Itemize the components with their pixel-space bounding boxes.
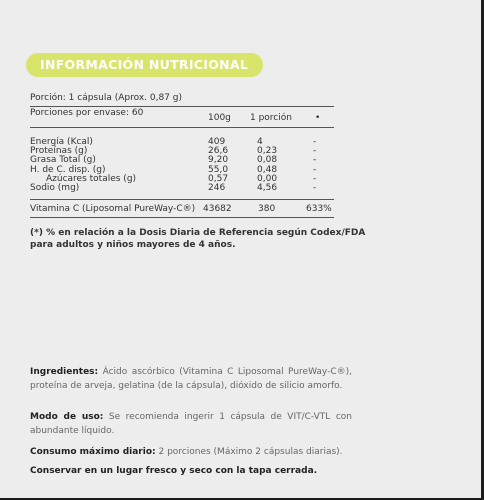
row-label: Energía (Kcal) bbox=[30, 137, 93, 147]
row-per100: 55,0 bbox=[208, 165, 229, 175]
footnote: (*) % en relación a la Dosis Diaria de Referencia según Codex/FDA para adultos y niños mayores de 4 años. bbox=[30, 228, 366, 250]
row-label: Azúcares totales (g) bbox=[46, 174, 137, 184]
divider-top bbox=[30, 106, 334, 107]
row-label: Proteínas (g) bbox=[30, 146, 88, 156]
ingredients-label: Ingredientes: bbox=[30, 367, 99, 377]
table-row bbox=[30, 155, 334, 165]
vitamin-label: Vitamina C (Liposomal PureWay-C®) bbox=[30, 204, 196, 214]
storage-note: Conservar en un lugar fresco y seco con la tapa cerrada. bbox=[30, 466, 318, 476]
max-daily-paragraph bbox=[30, 446, 352, 460]
row-dv: - bbox=[313, 137, 317, 147]
col-per-portion: 1 porción bbox=[250, 113, 292, 123]
divider-bottom bbox=[30, 217, 334, 218]
row-dv: - bbox=[313, 165, 317, 175]
divider-header bbox=[30, 127, 334, 128]
row-dv: - bbox=[313, 155, 317, 165]
row-per100: 9,20 bbox=[208, 155, 229, 165]
row-dv: - bbox=[313, 183, 317, 193]
section-title-pill: INFORMACIÓN NUTRICIONAL bbox=[26, 53, 263, 77]
row-label: Sodio (mg) bbox=[30, 183, 80, 193]
row-per-portion: 4,56 bbox=[257, 183, 278, 193]
vitamin-per100: 43682 bbox=[203, 204, 232, 214]
row-label: H. de C. disp. (g) bbox=[30, 165, 106, 175]
row-per-portion: 4 bbox=[257, 137, 263, 147]
row-per-portion: 0,48 bbox=[257, 165, 278, 175]
usage-paragraph bbox=[30, 411, 352, 438]
vitamin-dv: 633% bbox=[306, 204, 332, 214]
usage-text: Se recomienda ingerir 1 cápsula de VIT/C-VTL con abundante líquido. bbox=[30, 412, 352, 436]
row-label: Grasa Total (g) bbox=[30, 155, 96, 165]
column-headers bbox=[30, 113, 334, 123]
row-per100: 246 bbox=[208, 183, 226, 193]
table-row bbox=[30, 183, 334, 193]
col-dv: • bbox=[315, 113, 321, 123]
divider-mid bbox=[30, 199, 334, 200]
col-per100: 100g bbox=[208, 113, 231, 123]
row-per-portion: 0,08 bbox=[257, 155, 278, 165]
vitamin-per-portion: 380 bbox=[258, 204, 276, 214]
ingredients-paragraph bbox=[30, 366, 352, 393]
row-per-portion: 0,00 bbox=[257, 174, 278, 184]
row-per100: 409 bbox=[208, 137, 226, 147]
row-per100: 26,6 bbox=[208, 146, 229, 156]
ingredients-text: Ácido ascórbico (Vitamina C Liposomal PureWay-C®), proteína de arveja, gelatina (de la cápsula), dióxido de silicio amorfo. bbox=[30, 367, 352, 391]
max-daily-label: Consumo máximo diario: bbox=[30, 447, 156, 457]
max-daily-text: 2 porciones (Máximo 2 cápsulas diarias). bbox=[158, 447, 343, 457]
row-dv: - bbox=[313, 146, 317, 156]
row-dv: - bbox=[313, 174, 317, 184]
servings-per-container: Porciones por envase: 60 bbox=[30, 108, 144, 118]
row-per100: 0,57 bbox=[208, 174, 229, 184]
serving-portion: Porción: 1 cápsula (Aprox. 0,87 g) bbox=[30, 93, 182, 103]
usage-label: Modo de uso: bbox=[30, 412, 104, 422]
row-per-portion: 0,23 bbox=[257, 146, 278, 156]
vitamin-row bbox=[30, 203, 334, 215]
